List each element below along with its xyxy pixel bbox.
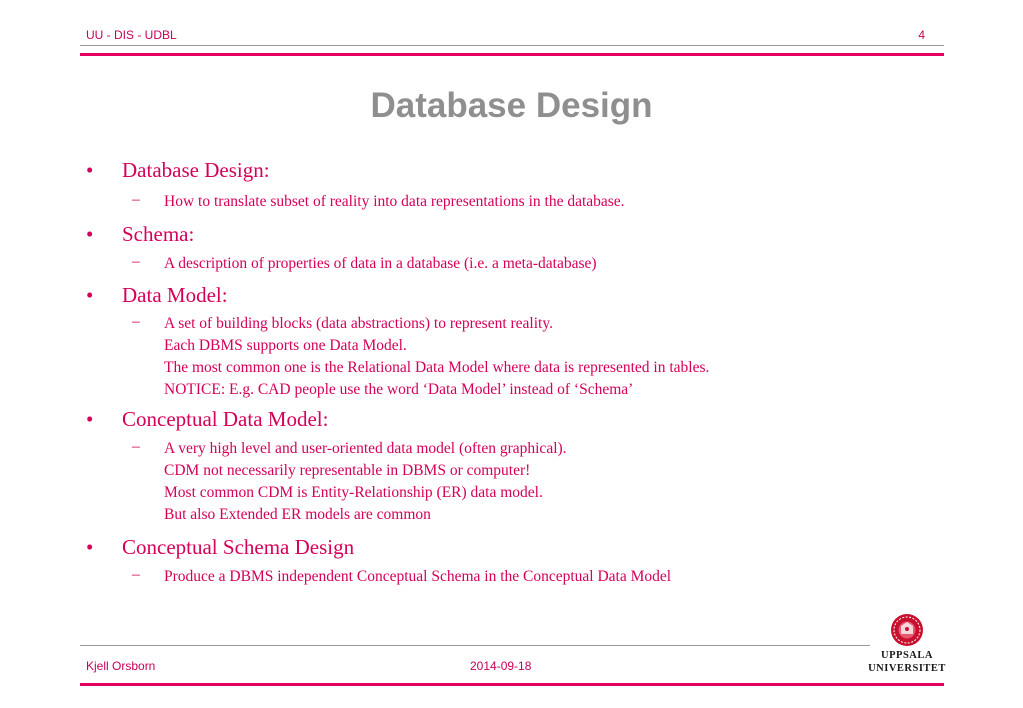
bullet-heading: Schema:	[122, 222, 195, 246]
sub-bullet-line: CDM not necessarily representable in DBMS or computer!	[164, 462, 531, 479]
dash-icon: –	[132, 313, 140, 330]
bullet-heading: Database Design:	[122, 158, 270, 182]
slide-title: Database Design	[370, 86, 653, 125]
bullet-icon: •	[86, 283, 94, 307]
sub-bullet	[164, 438, 567, 526]
bullet-icon: •	[86, 535, 94, 559]
sub-bullet-line: How to translate subset of reality into data representations in the database.	[164, 193, 625, 210]
bullet-icon: •	[86, 158, 94, 182]
logo-line-2: UNIVERSITET	[868, 663, 946, 674]
footer-date: 2014-09-18	[470, 659, 532, 673]
sub-bullet-line: But also Extended ER models are common	[164, 506, 431, 523]
bullet-heading: Conceptual Data Model:	[122, 407, 329, 431]
dash-icon: –	[132, 253, 140, 270]
sub-bullet-line: A very high level and user-oriented data model (often graphical).	[164, 440, 567, 457]
sub-bullet-line: A set of building blocks (data abstractions) to represent reality.	[164, 315, 553, 332]
sub-bullet-line: NOTICE: E.g. CAD people use the word ‘Data Model’ instead of ‘Schema’	[164, 381, 634, 398]
bullet-icon: •	[86, 407, 94, 431]
sub-bullet-line: A description of properties of data in a database (i.e. a meta-database)	[164, 255, 597, 272]
sub-bullet-line: Each DBMS supports one Data Model.	[164, 337, 407, 354]
logo-line-1: UPPSALA	[881, 650, 933, 661]
sub-bullet	[164, 313, 709, 401]
bullet-icon: •	[86, 222, 94, 246]
footer-author: Kjell Orsborn	[86, 659, 156, 673]
sub-bullet-line: Most common CDM is Entity-Relationship (ER) data model.	[164, 484, 543, 501]
sub-bullet	[164, 191, 625, 213]
dash-icon: –	[132, 566, 140, 583]
dash-icon: –	[132, 191, 140, 208]
footer-rule-gray	[80, 645, 870, 646]
bullet-heading: Conceptual Schema Design	[122, 535, 355, 559]
bullet-heading: Data Model:	[122, 283, 228, 307]
sub-bullet-line: The most common one is the Relational Data Model where data is represented in tables.	[164, 359, 710, 376]
sub-bullet	[164, 253, 597, 275]
sub-bullet-line: Produce a DBMS independent Conceptual Schema in the Conceptual Data Model	[164, 568, 672, 585]
page-number: 4	[918, 28, 925, 42]
dash-icon: –	[132, 438, 140, 455]
sub-bullet	[164, 566, 671, 588]
header-course: UU - DIS - UDBL	[86, 28, 177, 42]
footer-rule-pink	[80, 683, 944, 686]
